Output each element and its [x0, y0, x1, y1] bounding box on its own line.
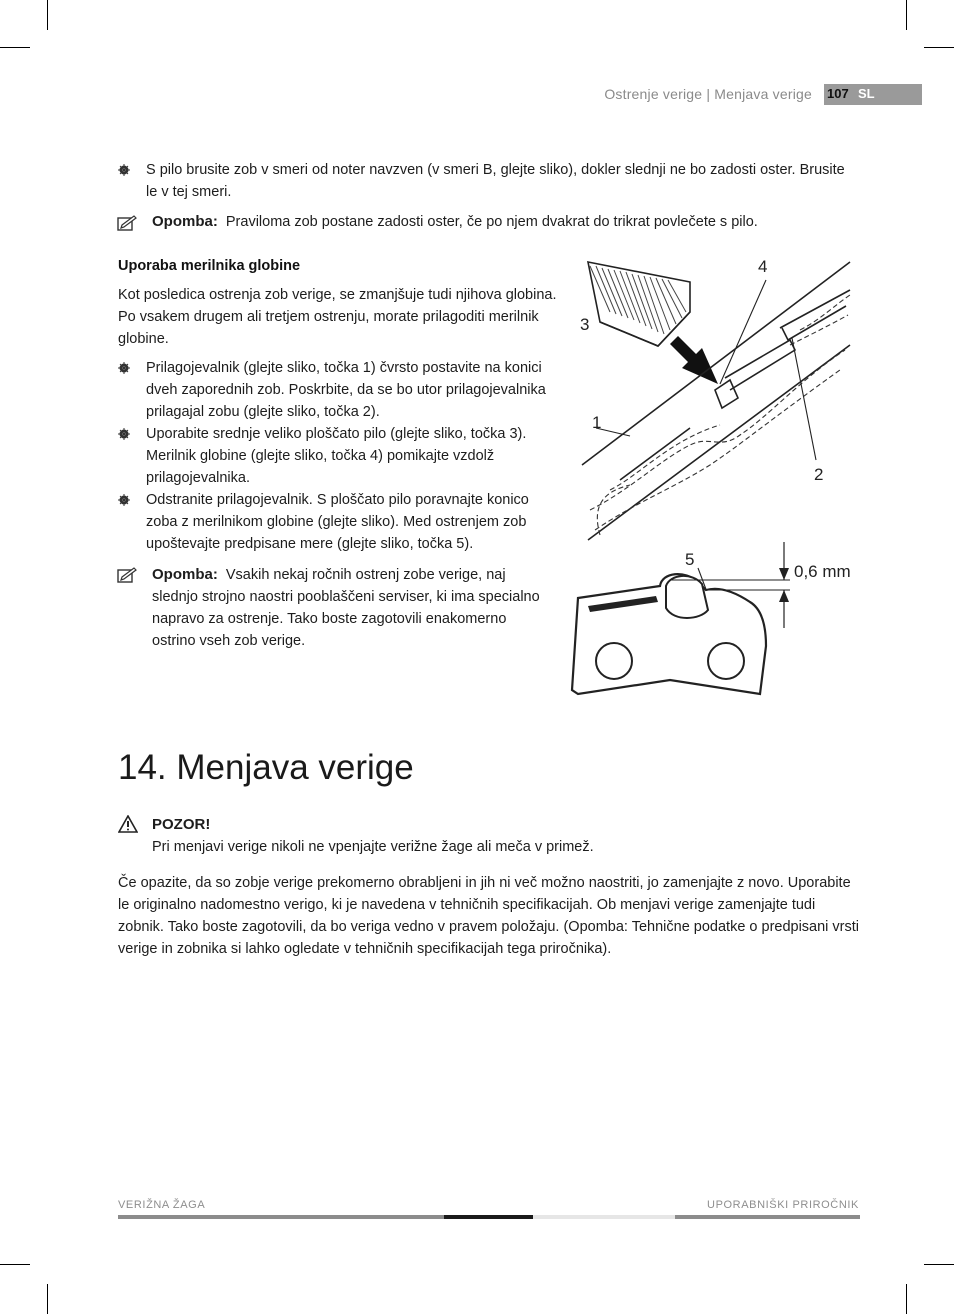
crop-mark	[906, 0, 907, 30]
figure-label-5: 5	[685, 550, 695, 569]
crop-mark	[47, 0, 48, 30]
measurement-label: 0,6 mm	[794, 562, 851, 581]
crop-mark	[924, 47, 954, 48]
footer-bar	[675, 1215, 860, 1219]
note-2	[152, 564, 540, 652]
footer-right: UPORABNIŠKI PRIROČNIK	[707, 1199, 859, 1211]
crop-mark	[47, 1284, 48, 1314]
figure-label-3: 3	[580, 315, 590, 334]
depth-bullet-1: Prilagojevalnik (glejte sliko, točka 1) čvrsto postavite na konici dveh zaporednih zob. Poskrbite, da se bo utor prilagojevalnika prilagajal zobu (glejte sliko, točka 2).	[146, 360, 546, 420]
header-title: Ostrenje verige | Menjava verige	[604, 86, 812, 102]
section-paragraph: Kot posledica ostrenja zob verige, se zmanjšuje tudi njihova globina. Po vsakem drugem ali tretjem ostrenju, morate prilagoditi merilnik globine.	[118, 287, 557, 347]
crop-mark	[924, 1264, 954, 1265]
section-heading: Uporaba merilnika globine	[118, 258, 301, 274]
warning-text: Pri menjavi verige nikoli ne vpenjajte verižne žage ali meča v primež.	[152, 839, 594, 855]
arrow-icon	[670, 336, 718, 384]
depth-bullet-3: Odstranite prilagojevalnik. S ploščato pilo poravnajte konico zoba z merilnikom globine (glejte sliko). Med ostrenjem zob upoštevajte predpisane mere (glejte sliko, točka 5).	[146, 492, 529, 552]
section-title: 14. Menjava verige	[118, 748, 414, 787]
figure-label-4: 4	[758, 257, 768, 276]
depth-gauge-illustration	[570, 250, 870, 700]
flat-file	[588, 262, 690, 346]
footer-bar	[533, 1215, 675, 1219]
warning-label: POZOR!	[152, 816, 211, 833]
bullet-icon	[118, 428, 130, 440]
chain-link-detail	[572, 542, 790, 694]
note-1-label: Opomba:	[152, 213, 218, 230]
bullet-icon	[118, 164, 130, 176]
figure-label-1: 1	[592, 413, 602, 432]
footer-bar	[444, 1215, 533, 1219]
depth-bullet-2: Uporabite srednje veliko ploščato pilo (glejte sliko, točka 3). Merilnik globine (glejte sliko, točka 4) pomikajte vzdolž prilagojevalnika.	[146, 426, 527, 486]
intro-bullet-text: S pilo brusite zob v smeri od noter navzven (v smeri B, glejte sliko), dokler slednji ne bo zadosti oster. Brusite le v tej smeri.	[146, 162, 845, 200]
warning-icon	[118, 815, 138, 833]
note-2-text: Vsakih nekaj ročnih ostrenj zobe verige, naj slednjo strojno naostri pooblaščeni serviser, ki ima specialno napravo za ostrenje. Tako boste zagotovili enakomerno ostrino vseh zob verige.	[152, 567, 540, 649]
note-icon	[117, 215, 137, 231]
bullet-icon	[118, 494, 130, 506]
section-14-paragraph: Če opazite, da so zobje verige prekomerno obrabljeni in jih ni več možno naostriti, jo zamenjajte z novo. Uporabite le originalno nadomestno verigo, ki je navedena v tehničnih specifikacijah. Ob menjavi verige zamenjajte tudi zobnik. Tako boste zagotovili, da bo veriga vedno v pravem položaju. (Opomba: Tehnične podatke o predpisani vrsti verige in zobnika si lahko ogledate v tehničnih specifikacijah tega priročnika).	[118, 875, 860, 957]
crop-mark	[906, 1284, 907, 1314]
footer-bar	[118, 1215, 444, 1219]
bullet-icon	[118, 362, 130, 374]
note-2-label: Opomba:	[152, 566, 218, 583]
note-1-text: Praviloma zob postane zadosti oster, če po njem dvakrat do trikrat povlečete s pilo.	[225, 214, 758, 230]
language-code: SL	[858, 86, 875, 101]
figure-label-2: 2	[814, 465, 824, 484]
note-1	[152, 211, 858, 233]
note-icon	[117, 567, 137, 583]
crop-mark	[0, 47, 30, 48]
footer-left: VERIŽNA ŽAGA	[118, 1199, 206, 1211]
crop-mark	[0, 1264, 30, 1265]
page-number: 107	[827, 86, 849, 101]
page-badge	[824, 84, 922, 105]
